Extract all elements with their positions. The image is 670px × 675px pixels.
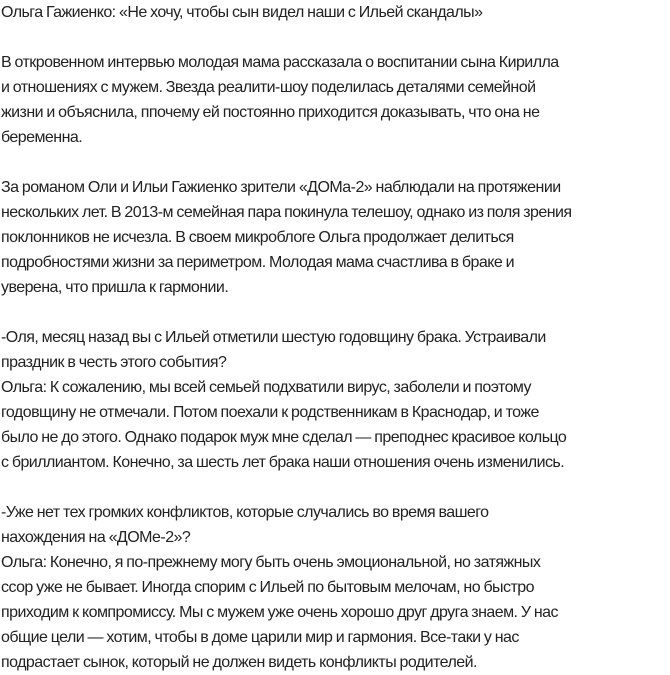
question-line: праздник в честь этого события? — [1, 354, 227, 371]
answer-line: с бриллиантом. Конечно, за шесть лет брака наши отношения очень изменились. — [1, 454, 565, 471]
answer-line: ссор уже не бывает. Иногда спорим с Ильей по бытовым мелочам, но быстро — [1, 579, 534, 596]
text-line: За романом Оли и Ильи Гажиенко зрители «ДОМа-2» наблюдали на протяжении — [1, 179, 561, 196]
background-paragraph — [1, 175, 669, 300]
answer-line: общие цели — хотим, чтобы в доме царили мир и гармония. Все-таки у нас — [1, 629, 519, 646]
text-line: беременна. — [1, 129, 83, 146]
text-line: подробностями жизни за периметром. Молодая мама счастлива в браке и — [1, 254, 514, 271]
text-line: и отношениях с мужем. Звезда реалити-шоу поделилась деталями семейной — [1, 79, 536, 96]
text-line: В откровенном интервью молодая мама рассказала о воспитании сына Кирилла — [1, 54, 559, 71]
text-line: жизни и объяснила, ппочему ей постоянно приходится доказывать, что она не — [1, 104, 540, 121]
answer-line: Ольга: К сожалению, мы всей семьей подхватили вирус, заболели и поэтому — [1, 379, 532, 396]
interview-qa-2 — [1, 500, 669, 675]
answer-line: приходим к компромиссу. Мы с мужем уже очень хорошо друг друга знаем. У нас — [1, 604, 558, 621]
article-title: Ольга Гажиенко: «Не хочу, чтобы сын видел наши с Ильей скандалы» — [1, 4, 483, 21]
answer-line: было не до этого. Однако подарок муж мне сделал — преподнес красивое кольцо — [1, 429, 567, 446]
intro-paragraph — [1, 50, 669, 150]
question-line: нахождения на «ДОМе-2»? — [1, 529, 191, 546]
text-line: уверена, что пришла к гармонии. — [1, 279, 229, 296]
answer-line: подрастает сынок, который не должен видеть конфликты родителей. — [1, 654, 477, 671]
interview-qa-1 — [1, 325, 669, 475]
answer-line: годовщину не отмечали. Потом поехали к родственникам в Краснодар, и тоже — [1, 404, 539, 421]
text-line: поклонников не исчезла. В своем микроблоге Ольга продолжает делиться — [1, 229, 514, 246]
question-line: -Уже нет тех громких конфликтов, которые случались во время вашего — [1, 504, 489, 521]
question-line: -Оля, месяц назад вы с Ильей отметили шестую годовщину брака. Устраивали — [1, 329, 546, 346]
text-line: нескольких лет. В 2013-м семейная пара покинула телешоу, однако из поля зрения — [1, 204, 572, 221]
answer-line: Ольга: Конечно, я по-прежнему могу быть очень эмоциональной, но затяжных — [1, 554, 541, 571]
